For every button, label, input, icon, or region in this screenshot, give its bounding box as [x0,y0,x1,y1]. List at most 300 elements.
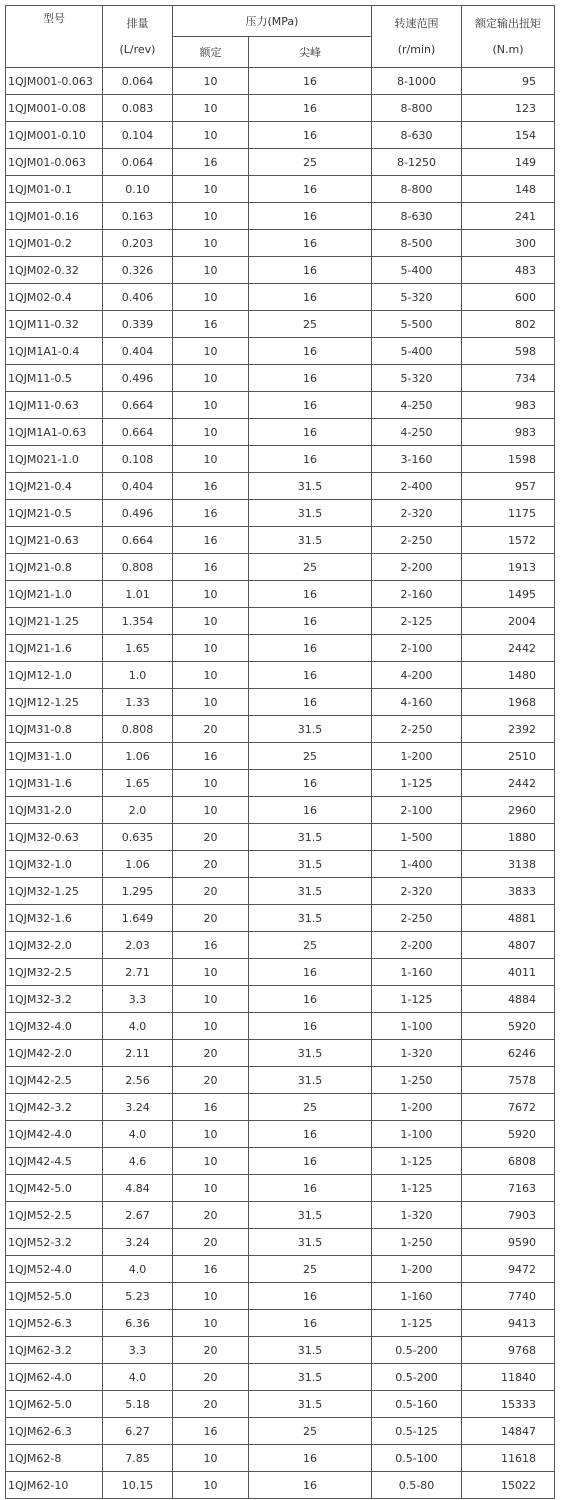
torque-cell: 7578 [462,1067,555,1094]
displacement-cell: 1.295 [103,878,173,905]
torque-cell: 2960 [462,797,555,824]
speed-range-cell: 2-250 [372,527,462,554]
header-speed-unit: (r/min) [397,42,436,56]
table-row [6,176,555,203]
table-row [6,959,555,986]
torque-cell: 149 [462,149,555,176]
table-row [6,905,555,932]
rated-pressure-cell: 20 [173,716,249,743]
speed-range-cell: 1-100 [372,1121,462,1148]
peak-pressure-cell: 31.5 [249,473,372,500]
peak-pressure-cell: 16 [249,770,372,797]
displacement-cell: 4.0 [103,1256,173,1283]
table-row [6,1202,555,1229]
rated-pressure-cell: 10 [173,986,249,1013]
model-cell: 1QJM001-0.063 [6,68,103,95]
model-cell: 1QJM52-5.0 [6,1283,103,1310]
table-row [6,689,555,716]
peak-pressure-cell: 16 [249,1310,372,1337]
rated-pressure-cell: 16 [173,1094,249,1121]
peak-pressure-cell: 31.5 [249,905,372,932]
peak-pressure-cell: 16 [249,635,372,662]
model-cell: 1QJM001-0.10 [6,122,103,149]
displacement-cell: 0.064 [103,68,173,95]
torque-cell: 598 [462,338,555,365]
torque-cell: 15333 [462,1391,555,1418]
rated-pressure-cell: 10 [173,338,249,365]
speed-range-cell: 1-100 [372,1013,462,1040]
peak-pressure-cell: 25 [249,932,372,959]
rated-pressure-cell: 10 [173,392,249,419]
peak-pressure-cell: 16 [249,230,372,257]
header-displacement [103,6,173,68]
displacement-cell: 0.083 [103,95,173,122]
torque-cell: 2510 [462,743,555,770]
torque-cell: 1572 [462,527,555,554]
speed-range-cell: 8-1250 [372,149,462,176]
speed-range-cell: 0.5-80 [372,1472,462,1499]
model-cell: 1QJM12-1.0 [6,662,103,689]
peak-pressure-cell: 31.5 [249,878,372,905]
peak-pressure-cell: 16 [249,959,372,986]
table-body [6,68,555,1499]
torque-cell: 2442 [462,635,555,662]
rated-pressure-cell: 10 [173,608,249,635]
rated-pressure-cell: 20 [173,905,249,932]
model-cell: 1QJM52-2.5 [6,1202,103,1229]
rated-pressure-cell: 10 [173,770,249,797]
torque-cell: 9472 [462,1256,555,1283]
peak-pressure-cell: 16 [249,338,372,365]
rated-pressure-cell: 10 [173,1013,249,1040]
peak-pressure-cell: 25 [249,311,372,338]
speed-range-cell: 5-400 [372,257,462,284]
peak-pressure-cell: 31.5 [249,1040,372,1067]
model-cell: 1QJM21-0.4 [6,473,103,500]
peak-pressure-cell: 31.5 [249,1202,372,1229]
torque-cell: 14847 [462,1418,555,1445]
rated-pressure-cell: 16 [173,743,249,770]
speed-range-cell: 2-100 [372,797,462,824]
model-cell: 1QJM52-3.2 [6,1229,103,1256]
table-row [6,1310,555,1337]
table-row [6,68,555,95]
speed-range-cell: 0.5-200 [372,1337,462,1364]
table-row [6,1013,555,1040]
rated-pressure-cell: 10 [173,68,249,95]
table-row [6,203,555,230]
rated-pressure-cell: 20 [173,824,249,851]
displacement-cell: 0.203 [103,230,173,257]
rated-pressure-cell: 20 [173,1067,249,1094]
model-cell: 1QJM32-3.2 [6,986,103,1013]
rated-pressure-cell: 10 [173,1445,249,1472]
rated-pressure-cell: 10 [173,284,249,311]
speed-range-cell: 1-250 [372,1067,462,1094]
table-row [6,1391,555,1418]
torque-cell: 6808 [462,1148,555,1175]
peak-pressure-cell: 31.5 [249,1229,372,1256]
model-cell: 1QJM32-1.0 [6,851,103,878]
table-row [6,446,555,473]
model-cell: 1QJM11-0.63 [6,392,103,419]
rated-pressure-cell: 10 [173,959,249,986]
displacement-cell: 2.0 [103,797,173,824]
torque-cell: 1598 [462,446,555,473]
speed-range-cell: 8-630 [372,203,462,230]
table-row [6,1445,555,1472]
rated-pressure-cell: 16 [173,500,249,527]
displacement-cell: 2.67 [103,1202,173,1229]
peak-pressure-cell: 31.5 [249,1364,372,1391]
displacement-cell: 0.064 [103,149,173,176]
model-cell: 1QJM31-0.8 [6,716,103,743]
table-row [6,311,555,338]
speed-range-cell: 4-250 [372,392,462,419]
speed-range-cell: 2-400 [372,473,462,500]
model-cell: 1QJM21-0.63 [6,527,103,554]
peak-pressure-cell: 31.5 [249,527,372,554]
table-row [6,932,555,959]
table-row [6,149,555,176]
peak-pressure-cell: 31.5 [249,1391,372,1418]
peak-pressure-cell: 16 [249,1013,372,1040]
speed-range-cell: 1-200 [372,743,462,770]
table-row [6,797,555,824]
rated-pressure-cell: 10 [173,176,249,203]
speed-range-cell: 2-200 [372,932,462,959]
model-cell: 1QJM62-10 [6,1472,103,1499]
speed-range-cell: 8-500 [372,230,462,257]
peak-pressure-cell: 16 [249,365,372,392]
displacement-cell: 2.03 [103,932,173,959]
speed-range-cell: 2-320 [372,500,462,527]
rated-pressure-cell: 10 [173,95,249,122]
displacement-cell: 1.649 [103,905,173,932]
speed-range-cell: 0.5-160 [372,1391,462,1418]
peak-pressure-cell: 16 [249,608,372,635]
speed-range-cell: 8-1000 [372,68,462,95]
displacement-cell: 7.85 [103,1445,173,1472]
peak-pressure-cell: 16 [249,1148,372,1175]
displacement-cell: 0.808 [103,554,173,581]
model-cell: 1QJM52-4.0 [6,1256,103,1283]
table-row [6,1067,555,1094]
torque-cell: 154 [462,122,555,149]
displacement-cell: 1.0 [103,662,173,689]
header-displacement-unit: (L/rev) [119,42,156,56]
torque-cell: 9413 [462,1310,555,1337]
header-torque [462,6,555,68]
table-row [6,1256,555,1283]
speed-range-cell: 5-400 [372,338,462,365]
displacement-cell: 5.23 [103,1283,173,1310]
speed-range-cell: 3-160 [372,446,462,473]
header-torque-label: 额定输出扭矩 [475,16,541,30]
peak-pressure-cell: 16 [249,1472,372,1499]
table-row [6,500,555,527]
peak-pressure-cell: 16 [249,419,372,446]
model-cell: 1QJM62-4.0 [6,1364,103,1391]
displacement-cell: 3.24 [103,1094,173,1121]
rated-pressure-cell: 10 [173,365,249,392]
rated-pressure-cell: 16 [173,554,249,581]
rated-pressure-cell: 20 [173,1040,249,1067]
speed-range-cell: 1-200 [372,1256,462,1283]
displacement-cell: 0.664 [103,527,173,554]
torque-cell: 7740 [462,1283,555,1310]
model-cell: 1QJM42-4.0 [6,1121,103,1148]
torque-cell: 3833 [462,878,555,905]
table-row [6,473,555,500]
header-model-label: 型号 [43,12,65,25]
rated-pressure-cell: 10 [173,122,249,149]
header-speed [372,6,462,68]
peak-pressure-cell: 25 [249,1094,372,1121]
table-row [6,1094,555,1121]
torque-cell: 802 [462,311,555,338]
torque-cell: 95 [462,68,555,95]
rated-pressure-cell: 16 [173,149,249,176]
torque-cell: 1495 [462,581,555,608]
rated-pressure-cell: 16 [173,932,249,959]
rated-pressure-cell: 20 [173,851,249,878]
table-row [6,1229,555,1256]
model-cell: 1QJM021-1.0 [6,446,103,473]
peak-pressure-cell: 25 [249,554,372,581]
peak-pressure-cell: 16 [249,1445,372,1472]
displacement-cell: 0.664 [103,392,173,419]
speed-range-cell: 2-250 [372,716,462,743]
speed-range-cell: 0.5-200 [372,1364,462,1391]
table-row [6,554,555,581]
rated-pressure-cell: 20 [173,1202,249,1229]
model-cell: 1QJM31-1.6 [6,770,103,797]
model-cell: 1QJM11-0.5 [6,365,103,392]
model-cell: 1QJM62-6.3 [6,1418,103,1445]
model-cell: 1QJM42-5.0 [6,1175,103,1202]
torque-cell: 7163 [462,1175,555,1202]
peak-pressure-cell: 16 [249,689,372,716]
model-cell: 1QJM52-6.3 [6,1310,103,1337]
model-cell: 1QJM01-0.1 [6,176,103,203]
displacement-cell: 10.15 [103,1472,173,1499]
peak-pressure-cell: 16 [249,176,372,203]
model-cell: 1QJM11-0.32 [6,311,103,338]
torque-cell: 600 [462,284,555,311]
rated-pressure-cell: 10 [173,419,249,446]
table-row [6,581,555,608]
speed-range-cell: 0.5-100 [372,1445,462,1472]
table-row [6,338,555,365]
displacement-cell: 1.06 [103,743,173,770]
speed-range-cell: 1-250 [372,1229,462,1256]
model-cell: 1QJM1A1-0.63 [6,419,103,446]
displacement-cell: 0.163 [103,203,173,230]
model-cell: 1QJM21-1.6 [6,635,103,662]
table-row [6,419,555,446]
speed-range-cell: 1-125 [372,1148,462,1175]
header-pressure-peak: 尖峰 [249,37,372,68]
model-cell: 1QJM62-5.0 [6,1391,103,1418]
rated-pressure-cell: 10 [173,1472,249,1499]
table-row [6,1337,555,1364]
model-cell: 1QJM21-0.8 [6,554,103,581]
rated-pressure-cell: 16 [173,473,249,500]
model-cell: 1QJM21-0.5 [6,500,103,527]
torque-cell: 1880 [462,824,555,851]
torque-cell: 1968 [462,689,555,716]
table-row [6,122,555,149]
torque-cell: 4011 [462,959,555,986]
model-cell: 1QJM42-3.2 [6,1094,103,1121]
table-row [6,527,555,554]
torque-cell: 2004 [462,608,555,635]
rated-pressure-cell: 10 [173,230,249,257]
speed-range-cell: 1-400 [372,851,462,878]
table-row [6,257,555,284]
speed-range-cell: 8-800 [372,95,462,122]
speed-range-cell: 2-125 [372,608,462,635]
header-model [6,6,103,68]
rated-pressure-cell: 20 [173,1229,249,1256]
rated-pressure-cell: 10 [173,203,249,230]
displacement-cell: 3.3 [103,986,173,1013]
model-cell: 1QJM01-0.16 [6,203,103,230]
table-row [6,986,555,1013]
peak-pressure-cell: 16 [249,446,372,473]
speed-range-cell: 5-320 [372,365,462,392]
speed-range-cell: 1-125 [372,1175,462,1202]
table-row [6,770,555,797]
speed-range-cell: 5-320 [372,284,462,311]
displacement-cell: 6.36 [103,1310,173,1337]
model-cell: 1QJM21-1.25 [6,608,103,635]
displacement-cell: 0.10 [103,176,173,203]
rated-pressure-cell: 20 [173,1337,249,1364]
peak-pressure-cell: 31.5 [249,1067,372,1094]
table-row [6,1040,555,1067]
displacement-cell: 1.01 [103,581,173,608]
torque-cell: 1913 [462,554,555,581]
displacement-cell: 4.6 [103,1148,173,1175]
peak-pressure-cell: 31.5 [249,716,372,743]
displacement-cell: 0.108 [103,446,173,473]
table-row [6,365,555,392]
header-pressure-rated: 额定 [173,37,249,68]
torque-cell: 7672 [462,1094,555,1121]
speed-range-cell: 2-250 [372,905,462,932]
table-row [6,824,555,851]
speed-range-cell: 1-320 [372,1202,462,1229]
torque-cell: 5920 [462,1121,555,1148]
model-cell: 1QJM32-4.0 [6,1013,103,1040]
peak-pressure-cell: 25 [249,149,372,176]
peak-pressure-cell: 16 [249,122,372,149]
displacement-cell: 0.104 [103,122,173,149]
peak-pressure-cell: 16 [249,284,372,311]
peak-pressure-cell: 16 [249,581,372,608]
speed-range-cell: 2-100 [372,635,462,662]
peak-pressure-cell: 31.5 [249,824,372,851]
speed-range-cell: 1-125 [372,770,462,797]
model-cell: 1QJM01-0.063 [6,149,103,176]
rated-pressure-cell: 16 [173,311,249,338]
model-cell: 1QJM32-2.0 [6,932,103,959]
table-row [6,878,555,905]
displacement-cell: 0.404 [103,473,173,500]
speed-range-cell: 4-160 [372,689,462,716]
table-row [6,1472,555,1499]
torque-cell: 300 [462,230,555,257]
model-cell: 1QJM31-2.0 [6,797,103,824]
torque-cell: 1480 [462,662,555,689]
torque-cell: 15022 [462,1472,555,1499]
torque-cell: 6246 [462,1040,555,1067]
displacement-cell: 1.65 [103,770,173,797]
speed-range-cell: 1-160 [372,959,462,986]
table-row [6,662,555,689]
displacement-cell: 5.18 [103,1391,173,1418]
rated-pressure-cell: 10 [173,1310,249,1337]
model-cell: 1QJM42-4.5 [6,1148,103,1175]
model-cell: 1QJM31-1.0 [6,743,103,770]
header-pressure-label: 压力(MPa) [245,15,299,28]
table-row [6,392,555,419]
displacement-cell: 0.635 [103,824,173,851]
rated-pressure-cell: 10 [173,797,249,824]
rated-pressure-cell: 10 [173,662,249,689]
peak-pressure-cell: 16 [249,1121,372,1148]
torque-cell: 734 [462,365,555,392]
torque-cell: 2442 [462,770,555,797]
rated-pressure-cell: 10 [173,1175,249,1202]
table-row [6,1175,555,1202]
displacement-cell: 3.3 [103,1337,173,1364]
torque-cell: 5920 [462,1013,555,1040]
torque-cell: 983 [462,419,555,446]
peak-pressure-cell: 16 [249,95,372,122]
displacement-cell: 0.326 [103,257,173,284]
peak-pressure-cell: 31.5 [249,500,372,527]
peak-pressure-cell: 25 [249,1418,372,1445]
speed-range-cell: 8-800 [372,176,462,203]
table-row [6,230,555,257]
model-cell: 1QJM001-0.08 [6,95,103,122]
displacement-cell: 1.33 [103,689,173,716]
torque-cell: 4807 [462,932,555,959]
torque-cell: 11618 [462,1445,555,1472]
spec-table [5,5,555,1499]
peak-pressure-cell: 16 [249,392,372,419]
speed-range-cell: 2-200 [372,554,462,581]
table-row [6,1283,555,1310]
model-cell: 1QJM21-1.0 [6,581,103,608]
torque-cell: 9590 [462,1229,555,1256]
model-cell: 1QJM32-1.25 [6,878,103,905]
table-row [6,284,555,311]
torque-cell: 4884 [462,986,555,1013]
speed-range-cell: 5-500 [372,311,462,338]
peak-pressure-cell: 16 [249,68,372,95]
speed-range-cell: 1-500 [372,824,462,851]
model-cell: 1QJM32-1.6 [6,905,103,932]
displacement-cell: 1.354 [103,608,173,635]
speed-range-cell: 8-630 [372,122,462,149]
displacement-cell: 4.0 [103,1121,173,1148]
rated-pressure-cell: 16 [173,1418,249,1445]
torque-cell: 1175 [462,500,555,527]
